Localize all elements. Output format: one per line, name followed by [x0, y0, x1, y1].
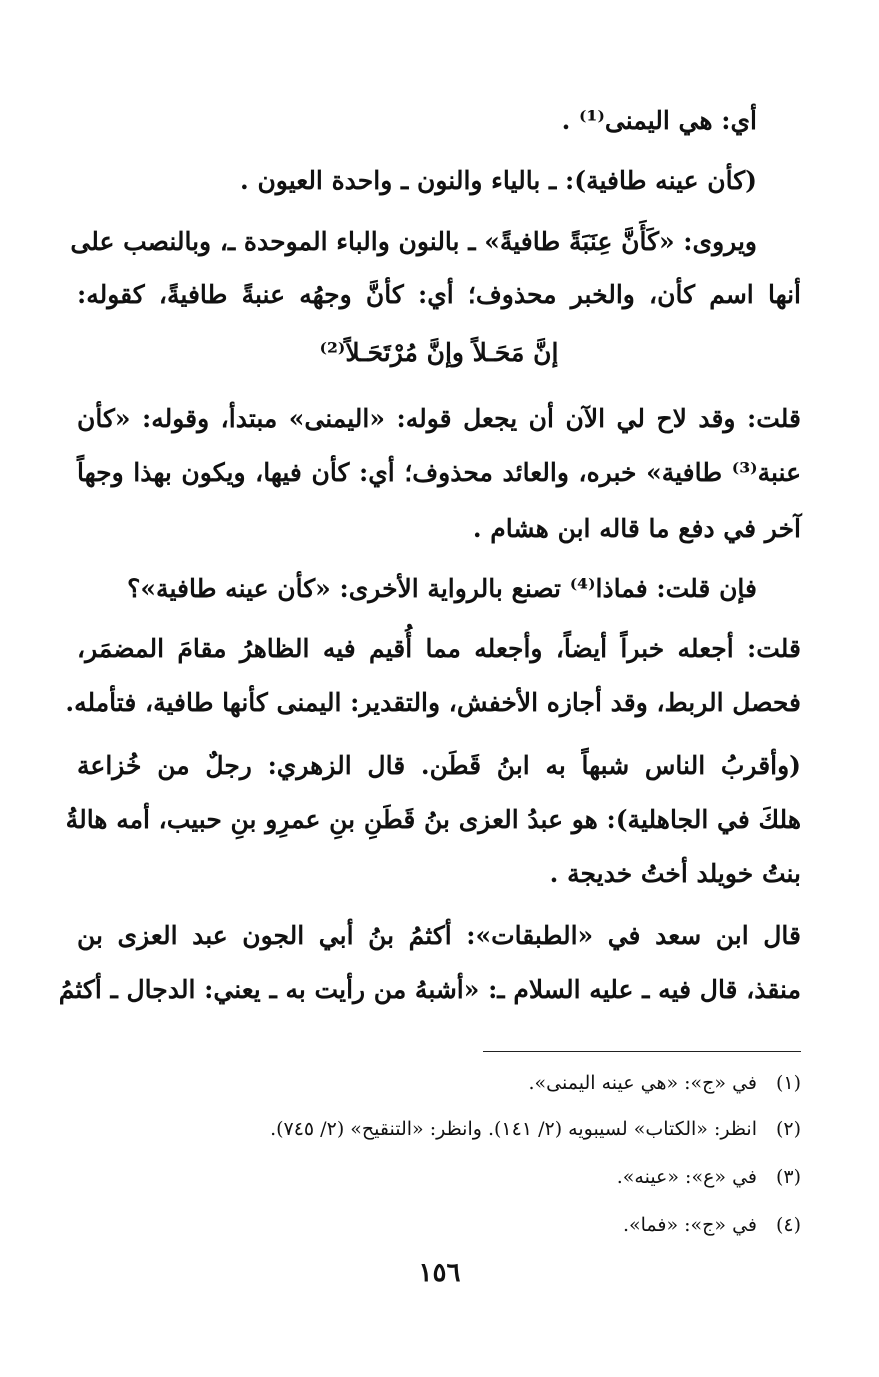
body-line: منقذ، قال فيه ـ عليه السلام ـ: «أشبهُ من رأيت به ـ يعني: الدجال ـ أكثمُ: [58, 975, 801, 1004]
footnote-text: في «ع»: «عينه».: [616, 1166, 757, 1188]
body-line: بنتُ خويلد أختُ خديجة .: [549, 859, 801, 888]
body-line: قلت: وقد لاح لي الآن أن يجعل قوله: «اليمنى» مبتدأ، وقوله: «كأن: [77, 404, 801, 433]
body-line: أنها اسم كأن، والخبر محذوف؛ أي: كأنَّ وجهُه عنبةً طافيةً، كقوله:: [77, 280, 801, 309]
body-line: هلكَ في الجاهلية): هو عبدُ العزى بنُ قَطَنِ بنِ عمرِو بنِ حبيب، أمه هالةُ: [65, 805, 801, 834]
body-line: (وأقربُ الناس شبهاً به ابنُ قَطَن. قال الزهري: رجلٌ من خُزاعة: [77, 751, 801, 780]
body-line: آخر في دفع ما قاله ابن هشام .: [472, 514, 801, 543]
body-line: فإن قلت: فماذا⁽⁴⁾ تصنع بالرواية الأخرى: «كأن عينه طافية»؟: [127, 574, 757, 603]
footnote-number: (٢): [775, 1118, 801, 1140]
page-number: ١٥٦: [418, 1258, 461, 1288]
footnote-number: (٣): [775, 1166, 801, 1188]
footnote-number: (٤): [775, 1214, 801, 1236]
body-line: قلت: أجعله خبراً أيضاً، وأجعله مما أُقيم فيه الظاهرُ مقامَ المضمَر،: [77, 634, 801, 663]
body-line: (كأن عينه طافية): ـ بالياء والنون ـ واحدة العيون .: [240, 166, 757, 195]
footnote-text: انظر: «الكتاب» لسيبويه (٢/ ١٤١). وانظر: «التنقيح» (٢/ ٧٤٥).: [270, 1118, 757, 1140]
footnote: [77, 1162, 801, 1192]
footnote: [77, 1068, 801, 1098]
footnote-number: (١): [775, 1072, 801, 1094]
body-line: عنبة⁽³⁾ طافية» خبره، والعائد محذوف؛ أي: كأن فيها، ويكون بهذا وجهاً: [77, 458, 801, 487]
body-line: أي: هي اليمنى⁽¹⁾ .: [561, 106, 757, 135]
footnote: [77, 1114, 801, 1144]
verse-line: إنَّ مَحَـلاً وإنَّ مُرْتَحَـلاً⁽²⁾: [319, 338, 559, 367]
footnote-divider: [483, 1051, 801, 1052]
body-line: قال ابن سعد في «الطبقات»: أكثمُ بنُ أبي الجون عبد العزى بن: [77, 921, 801, 950]
footnote-text: في «ج»: «فما».: [622, 1214, 757, 1236]
footnote: [77, 1210, 801, 1240]
footnote-text: في «ج»: «هي عينه اليمنى».: [528, 1072, 757, 1094]
body-line: فحصل الربط، وقد أجازه الأخفش، والتقدير: اليمنى كأنها طافية، فتأمله.: [65, 688, 801, 717]
body-line: ويروى: «كَأَنَّ عِنَبَةً طافيةً» ـ بالنون والباء الموحدة ـ، وبالنصب على: [70, 227, 757, 256]
